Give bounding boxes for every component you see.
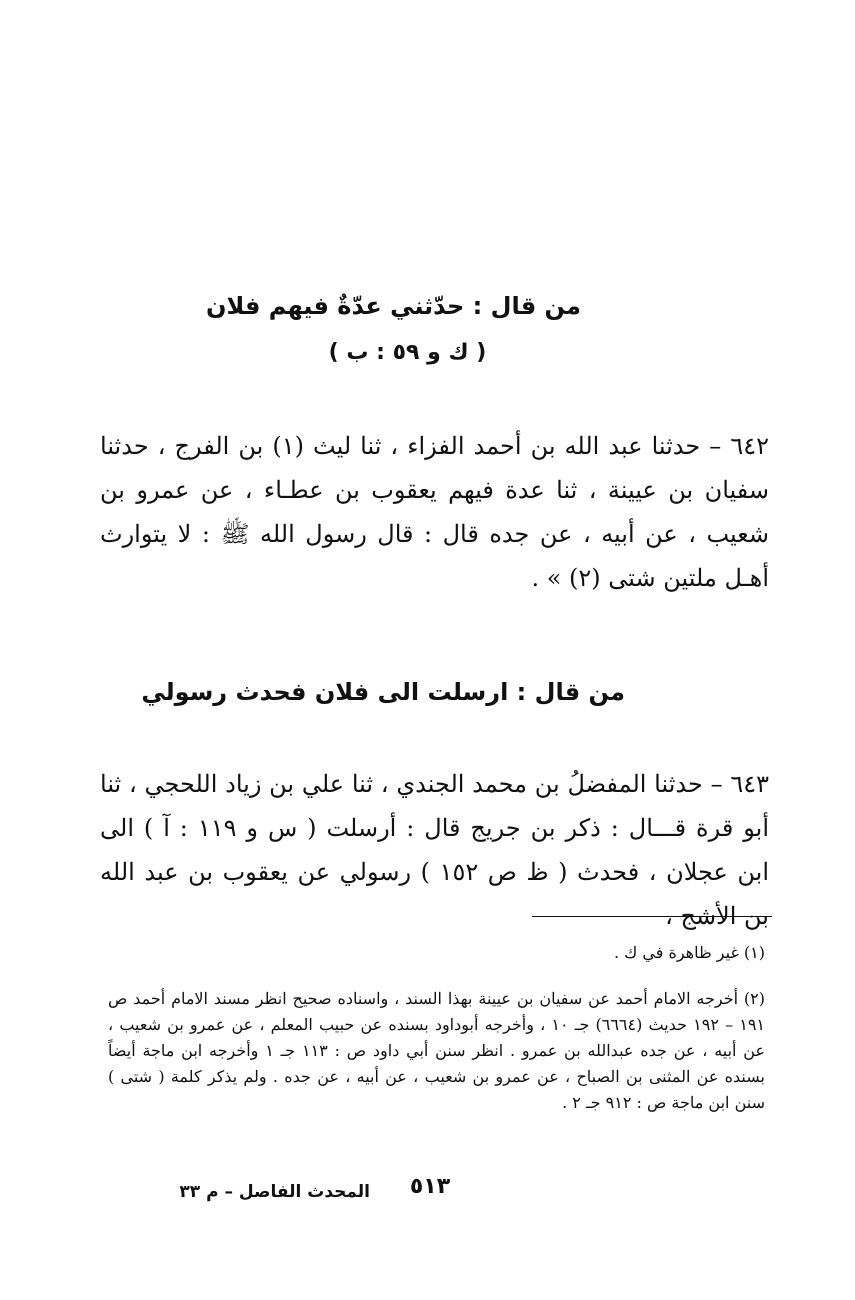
section-heading-1: من قال : حدّثني عدّةٌ فيهم فلان <box>205 292 581 320</box>
section-heading-2: من قال : ارسلت الى فلان فحدث رسولي <box>141 678 625 706</box>
book-signature: المحدث الفاصل – م ٣٣ <box>179 1182 370 1202</box>
hadith-643-paragraph: ٦٤٣ – حدثنا المفضلُ بن محمد الجندي ، ثنا علي بن زياد اللحجي ، ثنا أبو قرة قـــال : ذكر بن جريج قال : أرسلت ( س و ١١٩ : آ ) الى ابن عجلان ، فحدث ( ظ ص ١٥٢ ) رسولي عن يعقوب بن عبد الله بن الأشج ، <box>100 770 770 930</box>
footnote-2: (٢) أخرجه الامام أحمد عن سفيان بن عيينة بهذا السند ، واسناده صحيح انظر مسند الامام أحمد ص ١٩١ – ١٩٢ حديث (٦٦٦٤) جـ ١٠ ، وأخرجه أبوداود بسنده عن حبيب المعلم ، عن عمرو بن شعيب ، عن أبيه ، عن جده عبدالله بن عمرو . انظر سنن أبي داود ص : ١١٣ جـ ١ وأخرجه ابن ماجة أيضاً بسنده عن المثنى بن الصباح ، عن عمرو بن شعيب ، عن أبيه ، عن جده . ولم يذكر كلمة ( شتى ) سنن ابن ماجة ص : ٩١٢ جـ ٢ . <box>108 989 766 1112</box>
hadith-642-paragraph: ٦٤٢ – حدثنا عبد الله بن أحمد الفزاء ، ثنا ليث (١) بن الفرج ، حدثنا سفيان بن عيينة ، ثنا عدة فيهم يعقوب بن عطـاء ، عن عمرو بن شعيب ، عن أبيه ، عن جده قال : قال رسول الله ﷺ : لا يتوارث أهـل ملتين شتى (٢) » . <box>100 432 769 592</box>
footnote-1: (١) غير ظاهرة في ك . <box>613 943 765 962</box>
footnote-divider <box>532 916 772 917</box>
page-number: ٥١٣ <box>409 1174 451 1199</box>
manuscript-reference-1: ( ك و ٥٩ : ب ) <box>328 340 487 365</box>
